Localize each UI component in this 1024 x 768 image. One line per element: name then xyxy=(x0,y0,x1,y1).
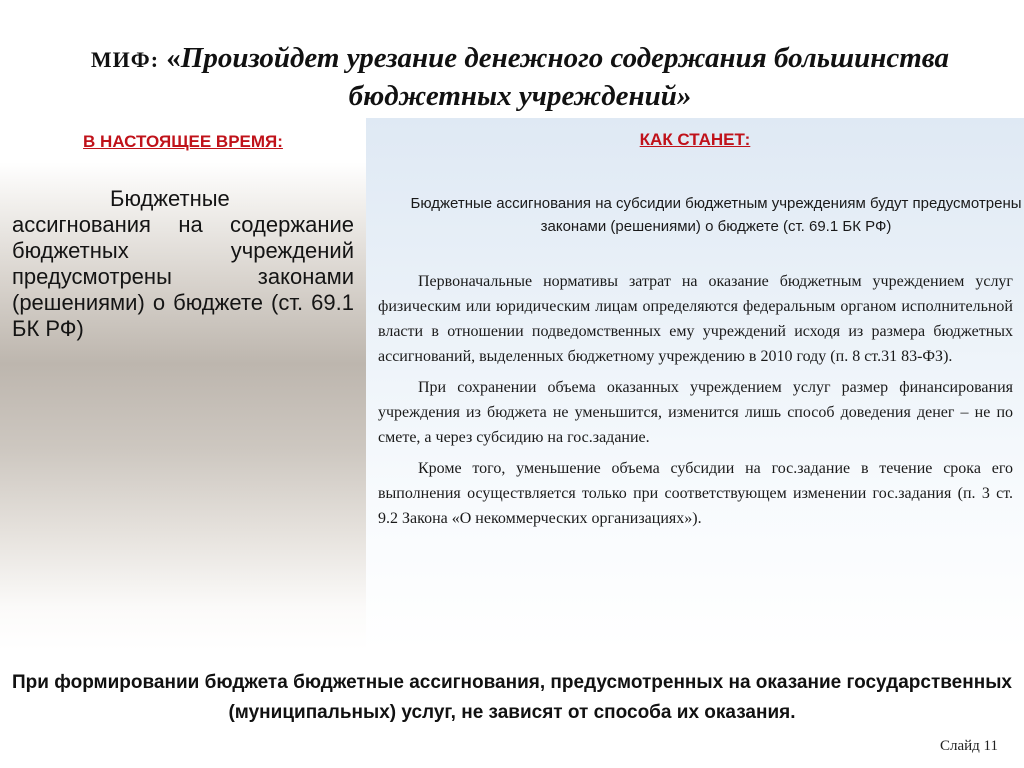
slide-number: Слайд 11 xyxy=(939,738,998,754)
myth-label: МИФ: xyxy=(90,47,160,72)
current-description: Бюджетные ассигнования на содержание бюджетных учреждений предусмотрены законами (решениями) о бюджете (ст. 69.1 БК РФ) xyxy=(12,186,354,341)
future-paragraph: При сохранении объема оказанных учреждением услуг размер финансирования учреждения из бюджета не уменьшится, изменится лишь способ доведения денег – не по смете, а через субсидию на гос.задание. xyxy=(378,379,1013,446)
slide-title xyxy=(90,40,950,114)
conclusion-text: При формировании бюджета бюджетные ассигнования, предусмотренных на оказание государственных (муниципальных) услуг, не зависят от способа их оказания. xyxy=(12,672,1012,723)
future-paragraphs xyxy=(378,269,1013,537)
title-open-quote: « xyxy=(166,42,181,74)
future-intro: Бюджетные ассигнования на субсидии бюджетным учреждениям будут предусмотрены законами (решениями) о бюджете (ст. 69.1 БК РФ) xyxy=(410,195,1022,235)
future-paragraph: Первоначальные нормативы затрат на оказание бюджетным учреждением услуг физическим или юридическим лицам определяются федеральным органом исполнительной власти в отношении подведомственных ему учреждений исходя из размера бюджетных ассигнований, выделенных бюджетному учреждению в 2010 году (п. 8 ст.31 83-ФЗ). xyxy=(378,273,1013,365)
future-paragraph: Кроме того, уменьшение объема субсидии на гос.задание в течение срока его выполнения осуществляется только при соответствующем изменении гос.задания (п. 3 ст. 9.2 Закона «О некоммерческих организациях»). xyxy=(378,460,1013,527)
myth-text: Произойдет урезание денежного содержания большинства бюджетных учреждений» xyxy=(180,42,950,112)
current-heading: В НАСТОЯЩЕЕ ВРЕМЯ: xyxy=(83,132,283,151)
future-heading: КАК СТАНЕТ: xyxy=(639,130,751,149)
